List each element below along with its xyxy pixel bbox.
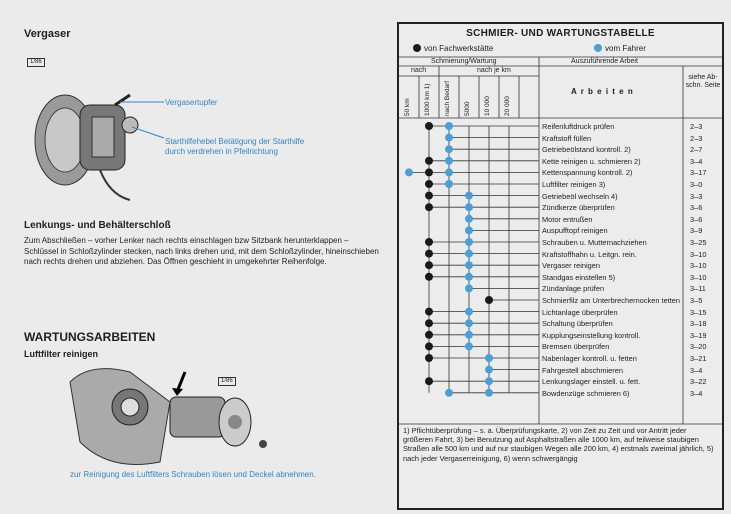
schedule-dot <box>485 296 493 304</box>
schedule-dot <box>425 168 433 176</box>
row-task: Standgas einstellen 5) <box>542 272 616 282</box>
schedule-dot <box>445 180 453 188</box>
hdr-nach: nach <box>411 67 427 74</box>
row-ref: 2–7 <box>690 145 703 155</box>
lock-text: Zum Abschließen – vorher Lenker nach rechts einschlagen bzw Sitzbank herunterklappen – Schlüssel in Schloßzylinder stecken, nach links drehen und, mit dem Schloßzylinder, hineinschieben nach rechts drehen und abziehen. Das Öffnen geschieht in umgekehrter Reihenfolge. <box>24 236 379 266</box>
row-task: Getriebeölstand kontroll. 2) <box>542 145 631 155</box>
schedule-dot <box>465 203 473 211</box>
carb-title: Vergaser <box>24 28 71 40</box>
lock-title: Lenkungs- und Behälterschloß <box>24 220 171 231</box>
row-ref: 3–10 <box>690 272 707 282</box>
row-task: Schaltung überprüfen <box>542 319 613 329</box>
legend-workshop: von Fachwerkstätte <box>413 44 493 53</box>
schedule-dot <box>465 238 473 246</box>
schedule-dot <box>425 319 433 327</box>
schedule-dot <box>425 377 433 385</box>
schedule-dot <box>425 238 433 246</box>
row-task: Kraftstoff füllen <box>542 133 592 143</box>
label-arrows <box>118 99 166 139</box>
row-ref: 3–4 <box>690 365 703 375</box>
row-ref: 3–9 <box>690 226 703 236</box>
hdr-auszufuehrende: Auszuführende Arbeit <box>571 58 638 65</box>
schedule-dot <box>425 331 433 339</box>
col-header-1: 1000 km 1) <box>424 83 431 116</box>
row-task: Lenkungslager einstell. u. fett. <box>542 377 641 387</box>
schedule-dot <box>465 215 473 223</box>
row-task: Zündkerze überprüfen <box>542 203 615 213</box>
maintenance-table <box>397 22 724 510</box>
row-ref: 3–10 <box>690 261 707 271</box>
schedule-marks <box>399 24 722 424</box>
row-ref: 3–15 <box>690 307 707 317</box>
row-ref: 3–22 <box>690 377 707 387</box>
schedule-dot <box>445 389 453 397</box>
filter-caption: zur Reinigung des Luftfilters Schrauben lösen und Deckel abnehmen. <box>70 470 316 479</box>
row-task: Lichtanlage überprüfen <box>542 307 618 317</box>
row-ref: 3–18 <box>690 319 707 329</box>
schedule-dot <box>425 250 433 258</box>
schedule-dot <box>465 261 473 269</box>
carb-label-1: Vergasertupfer <box>165 98 218 107</box>
row-task: Bremsen überprüfen <box>542 342 610 352</box>
schedule-dot <box>425 192 433 200</box>
schedule-dot <box>425 203 433 211</box>
schedule-dot <box>465 273 473 281</box>
schedule-dot <box>485 377 493 385</box>
schedule-dot <box>425 157 433 165</box>
carb-tag: 1/86 <box>27 58 45 67</box>
table-title: SCHMIER- UND WARTUNGSTABELLE <box>466 28 655 39</box>
hdr-arbeiten: A r b e i t e n <box>571 87 634 96</box>
schedule-dot <box>465 250 473 258</box>
schedule-dot <box>425 342 433 350</box>
schedule-dot <box>405 168 413 176</box>
col-header-4: 10 000 <box>484 96 491 116</box>
maintenance-title: WARTUNGSARBEITEN <box>24 330 156 344</box>
filter-title: Luftfilter reinigen <box>24 349 98 359</box>
schedule-dot <box>465 192 473 200</box>
row-ref: 3–25 <box>690 238 707 247</box>
row-task: Kupplungseinstellung kontroll. <box>542 330 641 340</box>
filter-tag: 1/86 <box>218 377 236 386</box>
schedule-dot <box>445 122 453 130</box>
row-task: Fahrgestell abschmieren <box>542 365 623 375</box>
schedule-dot <box>465 319 473 327</box>
row-ref: 3–4 <box>690 156 703 166</box>
air-filter-illustration <box>60 362 275 472</box>
col-header-3: 5000 <box>464 101 471 116</box>
row-ref: 3–21 <box>690 354 707 363</box>
row-ref: 3–17 <box>690 168 707 178</box>
row-task: Getriebeöl wechseln 4) <box>542 191 618 201</box>
row-task: Zündanlage prüfen <box>542 284 605 294</box>
schedule-dot <box>445 134 453 142</box>
row-ref: 3–6 <box>690 203 703 213</box>
col-header-2: nach Bedarf <box>444 80 451 116</box>
row-ref: 3–3 <box>690 191 703 201</box>
schedule-dot <box>425 308 433 316</box>
hdr-nach-km: nach je km <box>477 67 511 74</box>
col-header-0: 50 km <box>404 98 411 116</box>
row-task: Schmierfilz am Unterbrechernocken tetten <box>542 296 681 305</box>
row-ref: 2–3 <box>690 133 703 143</box>
footnotes: 1) Pflichtüberprüfung – s. a. Überprüfungskarte, 2) von Zeit zu Zeit und vor Antritt jeder größeren Fahrt, 3) bei Benutzung auf Asphaltstraßen alle 1000 km, auf teilweise staubigen Straßen alle 500 km und auf nur staubigen Wegen alle 200 km, 4) erstmals zweimal jährlich, 5) nach jeder Vergaserreinigung, 6) wenn schwergängig <box>403 426 714 463</box>
row-ref: 3–5 <box>690 296 703 305</box>
row-task: Schrauben u. Mutternachziehen <box>542 238 647 247</box>
schedule-dot <box>485 354 493 362</box>
schedule-dot <box>465 308 473 316</box>
row-task: Kettenspannung kontroll. 2) <box>542 168 633 178</box>
schedule-dot <box>465 284 473 292</box>
row-task: Luftfilter reinigen 3) <box>542 180 606 189</box>
schedule-dot <box>425 273 433 281</box>
row-ref: 3–11 <box>690 284 706 294</box>
hdr-siehe: siehe Ab-schn. Seite <box>685 74 721 89</box>
row-task: Motor entrußen <box>542 214 593 224</box>
schedule-dot <box>465 331 473 339</box>
row-ref: 3–20 <box>690 342 707 352</box>
row-ref: 3–0 <box>690 180 703 189</box>
schedule-dot <box>425 261 433 269</box>
row-task: Vergaser reinigen <box>542 261 600 271</box>
row-task: Bowdenzüge schmieren 6) <box>542 388 630 398</box>
row-ref: 2–3 <box>690 122 703 131</box>
schedule-dot <box>485 366 493 374</box>
legend-driver: vom Fahrer <box>594 44 646 53</box>
row-task: Nabenlager kontroll. u. fetten <box>542 354 637 363</box>
schedule-dot <box>465 342 473 350</box>
row-task: Auspufftopf reinigen <box>542 226 608 236</box>
row-task: Kraftstoffhahn u. Leitgn. rein. <box>542 249 637 259</box>
schedule-dot <box>485 389 493 397</box>
col-header-5: 20 000 <box>504 96 511 116</box>
row-ref: 3–6 <box>690 214 703 224</box>
row-ref: 3–19 <box>690 330 707 340</box>
schedule-dot <box>425 354 433 362</box>
schedule-dot <box>425 180 433 188</box>
row-task: Reifenluftdruck prüfen <box>542 122 615 131</box>
row-ref: 3–10 <box>690 249 707 259</box>
hdr-schmierung: Schmierung/Wartung <box>431 58 497 65</box>
schedule-dot <box>445 168 453 176</box>
schedule-dot <box>445 145 453 153</box>
row-task: Kette reinigen u. schmieren 2) <box>542 156 641 166</box>
carb-label-2: Starthilfehebel Betätigung der Starthilfe durch verdrehen in Pfeilrichtung <box>165 137 305 156</box>
schedule-dot <box>445 157 453 165</box>
row-ref: 3–4 <box>690 388 703 398</box>
schedule-dot <box>425 122 433 130</box>
schedule-dot <box>465 226 473 234</box>
